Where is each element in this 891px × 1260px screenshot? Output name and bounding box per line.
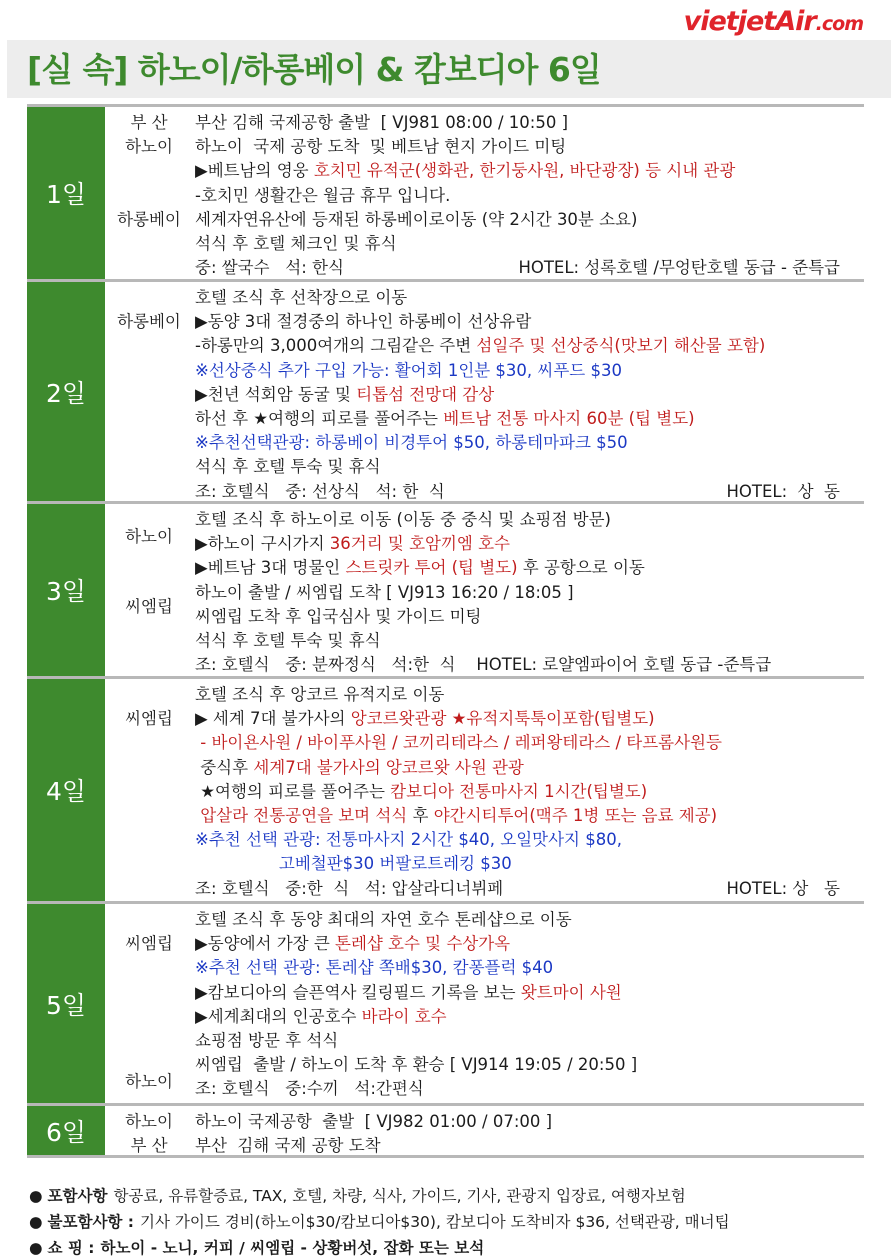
schedule-text: 하노이 국제 공항 도착 및 베트남 현지 가이드 미팅 [195,137,567,157]
schedule-line [195,556,864,580]
notes-section [29,1183,730,1260]
schedule-line [195,159,864,183]
note-line [29,1235,730,1260]
schedule-text: 호치민 유적군(생화관, 한기둥사원, 바단광장) 등 시내 관광 [313,161,736,181]
schedule-text: 호텔 조식 후 동양 최대의 자연 호수 톤레샵으로 이동 [195,910,572,929]
schedule-text: 호텔 조식 후 앙코르 유적지로 이동 [195,685,445,704]
schedule-text: ▶베트남 3대 명물인 [195,558,346,578]
place-column [105,107,193,279]
schedule-line [195,232,864,256]
day-row [27,504,864,679]
place-column [105,679,193,901]
hotel-info: HOTEL: 상 동 [726,878,840,898]
note-line [29,1209,730,1235]
schedule-line [195,1134,864,1158]
schedule-text: 압살라 전통공연을 보며 석식 [195,805,413,825]
schedule-text: ▶세계최대의 인공호수 [195,1006,362,1026]
schedule-line [195,1110,864,1134]
place-label: 하롱베이 [117,209,181,229]
schedule-text: 호텔 조식 후 하노이로 이동 (이동 중 중식 및 쇼핑점 방문) [195,510,611,529]
schedule-text: 씨엠립 도착 후 입국심사 및 가이드 미팅 [195,606,482,626]
schedule-line [195,1029,864,1053]
place-column [105,504,193,676]
schedule-text: ※추천 선택 관광: 전통마사지 2시간 $40, 오일맛사지 $80, [195,830,622,850]
schedule-line [195,135,864,159]
schedule-text: 석식 후 호텔 투숙 및 휴식 [195,630,381,650]
schedule-line [195,334,864,358]
schedule-text: 조: 호텔식 중: 선상식 석: 한 식 [195,481,445,501]
logo-suffix: .com [815,13,863,35]
schedule-text: ※추천선택관광: 하롱베이 비경투어 $50, 하롱테마파크 $50 [195,433,628,453]
schedule-line [195,184,864,208]
schedule-line [195,532,864,556]
schedule-text: 섬일주 및 선상중식(맛보기 해산물 포함) [476,336,766,356]
note-label: 불포함사항 : [47,1213,134,1231]
place-label: 하노이 [125,1112,173,1131]
schedule-line [195,256,864,280]
schedule-text: 캄보디아 전통마사지 1시간(팁별도) [390,781,648,801]
schedule-text: 36거리 및 호암끼엠 호수 [329,534,510,554]
schedule-text: 하노이 국제공항 출발 [ VJ982 01:00 / 07:00 ] [195,1112,553,1131]
schedule-text: 석식 후 호텔 투숙 및 휴식 [195,457,381,477]
bullet-icon: ● [29,1213,43,1231]
schedule-line [195,383,864,407]
place-column [105,1106,193,1155]
day-schedule [193,504,864,676]
schedule-line [195,932,864,956]
place-label: 하롱베이 [117,312,181,332]
schedule-line [195,605,864,629]
logo-brand: vietjetAir [683,6,816,37]
schedule-text: ▶베트남의 영웅 [195,161,314,181]
place-label: 하노이 [125,137,173,157]
day-label: 4일 [27,679,105,901]
note-text: 기사 가이드 경비(하노이$30/캄보디아$30), 캄보디아 도착비자 $36, 선택관광, 매너팁 [140,1213,730,1231]
schedule-text: ▶ 세계 7대 불가사의 [195,709,351,729]
schedule-text: 하노이 출발 / 씨엠립 도착 [ VJ913 16:20 / 18:05 ] [195,582,574,602]
place-label: 씨엠립 [125,709,173,729]
schedule-text: 조: 호텔식 중:수끼 석:간편식 [195,1079,424,1099]
schedule-text: -하롱만의 3,000여개의 그림같은 주변 [195,336,477,356]
schedule-line [195,359,864,383]
schedule-text: ▶하노이 구시가지 [195,534,330,554]
day-schedule [193,1106,864,1155]
schedule-text: ※추천 선택 관광: 톤레샵 쪽배$30, 캄퐁플럭 $40 [195,958,554,978]
schedule-line [195,707,864,731]
place-column [105,904,193,1103]
schedule-text: 호텔 조식 후 선착장으로 이동 [195,288,408,307]
schedule-text: ▶캄보디아의 슬픈역사 킬링필드 기록을 보는 [195,982,521,1002]
schedule-text: 쇼핑점 방문 후 석식 [195,1030,339,1050]
note-line [29,1183,730,1209]
day-label: 1일 [27,107,105,279]
schedule-text: 티톱섬 전망대 감상 [356,384,495,404]
schedule-line [195,1005,864,1029]
schedule-line [195,480,864,504]
itinerary-table [27,104,864,1158]
schedule-text: 후 [412,805,434,825]
schedule-text: 후 공항으로 이동 [517,558,645,578]
schedule-text: 부산 김해 국제 공항 도착 [195,1136,381,1156]
vietjet-logo [684,6,863,37]
schedule-text: -호치민 생활간은 월금 휴무 입니다. [195,185,451,205]
page-title: [실 속] 하노이/하롱베이 & 캄보디아 6일 [27,50,601,89]
schedule-text: 석식 후 호텔 체크인 및 휴식 [195,233,397,253]
day-label: 3일 [27,504,105,676]
schedule-line [195,828,864,852]
day-schedule [193,679,864,901]
schedule-line [195,455,864,479]
schedule-line [195,956,864,980]
bullet-icon: ● [29,1187,43,1205]
schedule-text: 베트남 전통 마사지 60분 (팁 별도) [443,408,695,428]
schedule-text: 왓트마이 사원 [520,982,622,1002]
hotel-info: HOTEL: 상 동 [726,481,840,501]
schedule-line [195,981,864,1005]
place-label: 부 산 [130,1136,168,1156]
schedule-line [195,629,864,653]
schedule-text: 세계자연유산에 등재된 하롱베이로이동 (약 2시간 30분 소요) [195,209,638,229]
schedule-text: 하선 후 ★여행의 피로를 풀어주는 [195,408,444,428]
schedule-line [195,1053,864,1077]
schedule-text: ▶동양 3대 절경중의 하나인 하롱베이 선상유람 [195,312,532,332]
schedule-text: ★여행의 피로를 풀어주는 [195,781,391,801]
schedule-text: 고베철판$30 버팔로트레킹 $30 [195,854,512,874]
schedule-line [195,756,864,780]
day-row [27,1106,864,1158]
schedule-text: 조: 호텔식 중:한 식 석: 압살라디너뷔페 [195,878,504,898]
schedule-text: 부산 김해 국제공항 출발 [ VJ981 08:00 / 10:50 ] [195,113,569,132]
day-label: 6일 [27,1106,105,1155]
schedule-line [195,804,864,828]
schedule-text: 스트릿카 투어 (팁 별도) [345,558,518,578]
schedule-line [195,731,864,755]
schedule-line [195,208,864,232]
note-label: 쇼 핑 : [47,1239,95,1257]
schedule-line [195,653,864,677]
schedule-line [195,683,864,707]
schedule-text: 중식후 [195,757,254,777]
schedule-text: 톤레샵 호수 및 수상가옥 [335,934,511,954]
day-schedule [193,282,864,501]
schedule-line [195,877,864,901]
schedule-text: - 바이욘사원 / 바이푸사원 / 코끼리테라스 / 레퍼왕테라스 / 타프롬사원등 [195,733,722,753]
schedule-line [195,780,864,804]
place-label: 하노이 [125,1072,173,1092]
day-schedule [193,107,864,279]
schedule-text: 앙코르왓관광 ★유적지툭툭이포함(팁별도) [350,709,655,729]
schedule-line [195,1077,864,1101]
day-label: 2일 [27,282,105,501]
place-label: 부 산 [130,113,168,132]
day-row [27,107,864,282]
note-label: 포함사항 [47,1187,108,1205]
note-text: 하노이 - 노니, 커피 / 씨엠립 - 상황버섯, 잡화 또는 보석 [100,1239,485,1257]
schedule-text: 씨엠립 출발 / 하노이 도착 후 환승 [ VJ914 19:05 / 20:50 ] [195,1055,638,1075]
schedule-line [195,508,864,532]
note-text: 항공료, 유류할증료, TAX, 호텔, 차량, 식사, 가이드, 기사, 관광지 입장료, 여행자보험 [113,1187,686,1205]
place-label: 씨엠립 [125,934,173,954]
schedule-text: ▶천년 석회암 동굴 및 [195,384,357,404]
schedule-line [195,908,864,932]
bullet-icon: ● [29,1239,43,1257]
schedule-text: 세계7대 불가사의 앙코르왓 사원 관광 [253,757,524,777]
schedule-text: 조: 호텔식 중: 분짜정식 석:한 식 HOTEL: 로얄엠파이어 호텔 동급 -준특급 [195,655,772,675]
schedule-line [195,431,864,455]
place-label: 씨엠립 [125,597,173,617]
day-row [27,904,864,1106]
day-schedule [193,904,864,1103]
schedule-line [195,310,864,334]
place-label: 하노이 [125,526,173,546]
schedule-text: 야간시티투어(맥주 1병 또는 음료 제공) [433,805,718,825]
schedule-line [195,852,864,876]
schedule-text: 바라이 호수 [361,1006,447,1026]
day-row [27,282,864,504]
schedule-text: ▶동양에서 가장 큰 [195,934,335,954]
schedule-line [195,111,864,135]
place-column [105,282,193,501]
schedule-line [195,286,864,310]
schedule-text: ※선상중식 추가 구입 가능: 활어회 1인분 $30, 씨푸드 $30 [195,360,622,380]
hotel-info: HOTEL: 성록호텔 /무엉탄호텔 동급 - 준특급 [518,258,840,278]
schedule-text: 중: 쌀국수 석: 한식 [195,258,344,278]
schedule-line [195,581,864,605]
day-row [27,679,864,904]
schedule-line [195,407,864,431]
day-label: 5일 [27,904,105,1103]
